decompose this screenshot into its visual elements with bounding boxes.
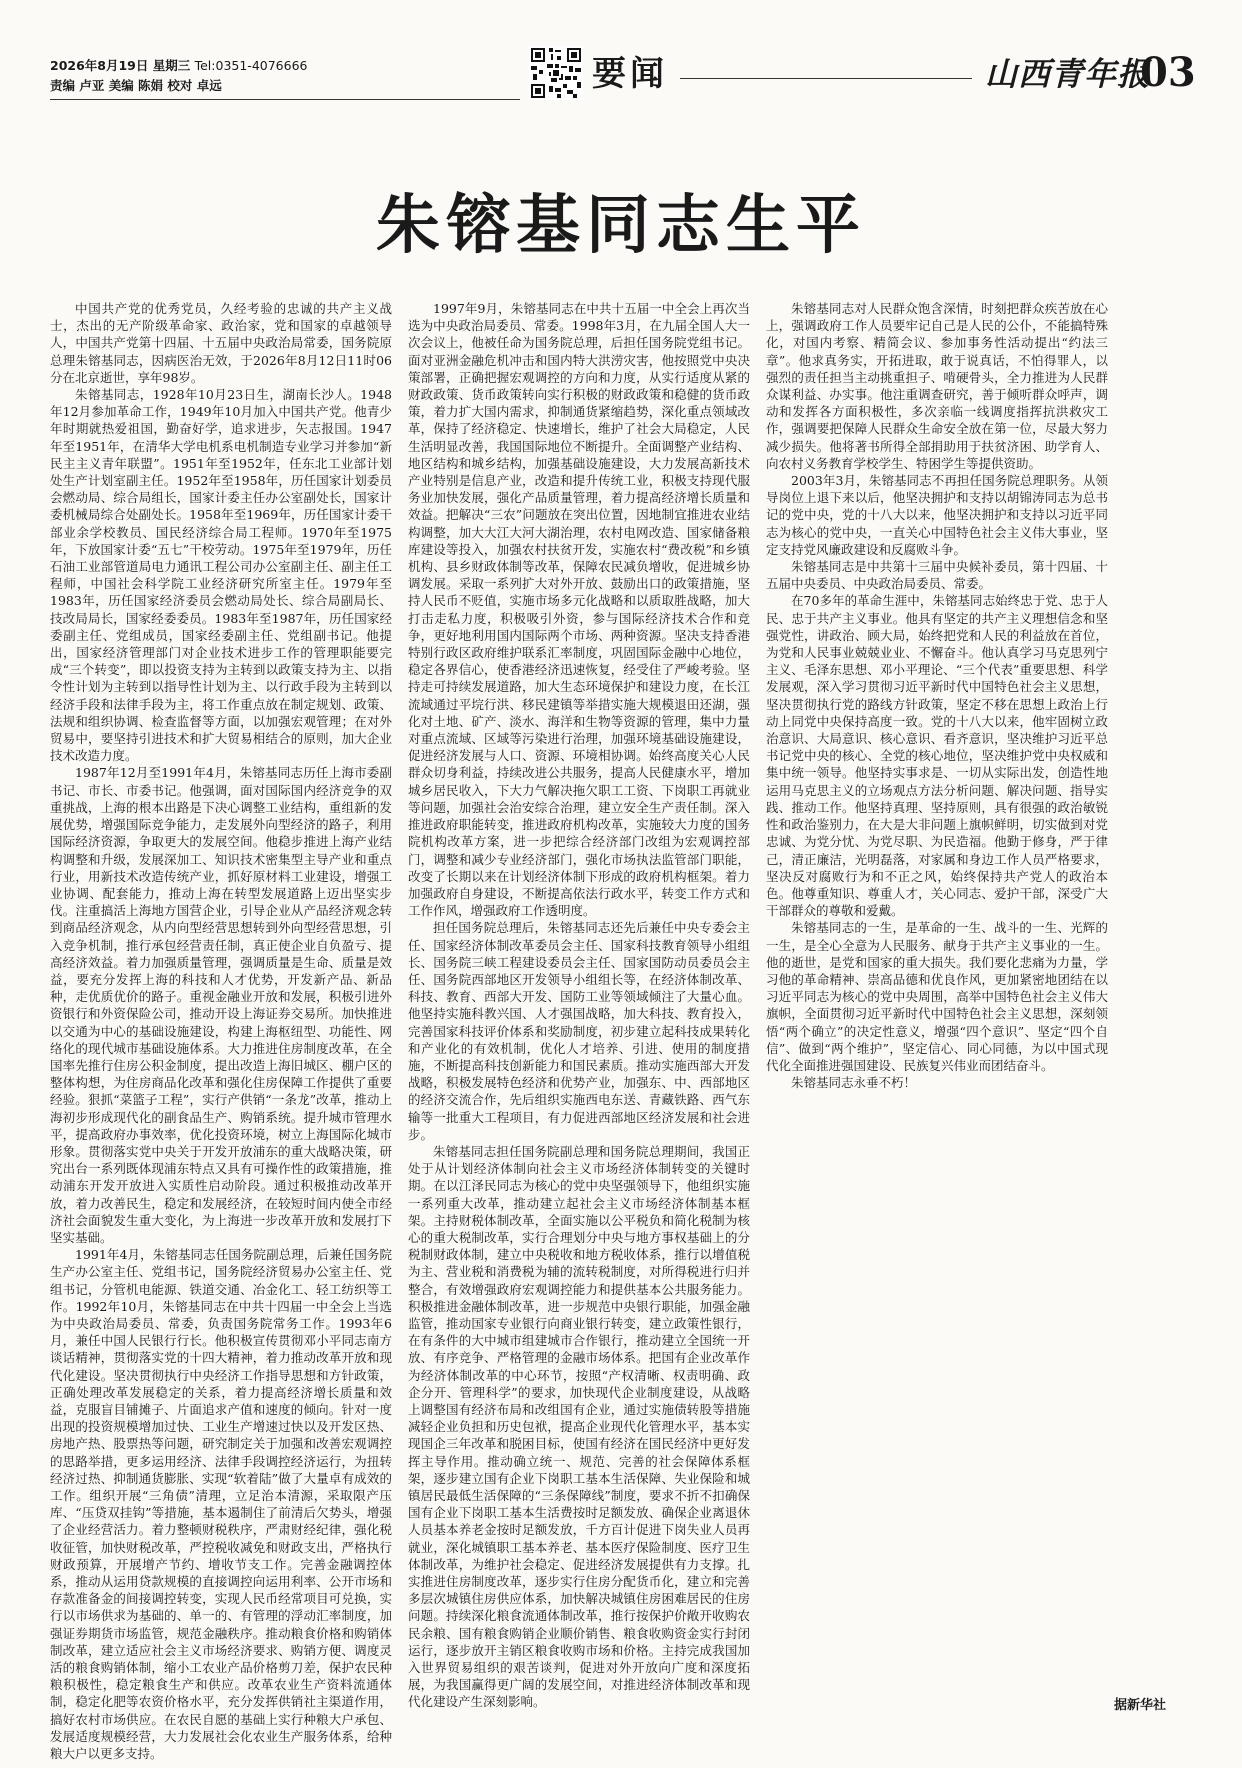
paragraph: 朱镕基同志是中共第十三届中央候补委员，第十四届、十五届中央委员、中央政治局委员、常委。	[766, 559, 1108, 592]
paragraph: 1997年9月，朱镕基同志在中共十五届一中全会上再次当选为中央政治局委员、常委。1998年3月，在九届全国人大一次会议上，他被任命为国务院总理，后担任国务院党组书记。面对亚洲金融危机冲击和国内特大洪涝灾害，他按照党中央决策部署，正确把握宏观调控的方向和力度，从实行适度从紧的财政政策、货币政策转向实行积极的财政政策和稳健的货币政策，着力扩大国内需求，抑制通货紧缩趋势，深化重点领域改革，保持了经济稳定、快速增长，维护了社会大局稳定，人民生活明显改善，我国国际地位不断提升。全面调整产业结构、地区结构和城乡结构，加强基础设施建设，大力发展高新技术产业特别是信息产业，改造和提升传统工业，积极支持现代服务业加快发展，强化产品质量管理，着力提高经济增长质量和效益。把解决“三农”问题放在突出位置，因地制宜推进农业结构调整，加大大江大河大湖治理，农村电网改造、国家储备粮库建设等投入，加强农村扶贫开发，实施农村“费改税”和乡镇机构、县乡财政体制等改革，保障农民减负增收，促进城乡协调发展。采取一系列扩大对外开放、鼓励出口的政策措施，坚持人民币不贬值，实施市场多元化战略和以质取胜战略，加大打击走私力度，积极吸引外资，参与国际经济技术合作和竞争，更好地利用国内国际两个市场、两种资源。坚决支持香港特别行政区政府维护联系汇率制度，巩固国际金融中心地位，稳定各界信心，使香港经济迅速恢复，经受住了严峻考验。坚持走可持续发展道路，加大生态环境保护和建设力度，在长江流域通过平垸行洪、移民建镇等举措实施大规模退田还湖，强化对土地、矿产、淡水、海洋和生物等资源的管理，集中力量对重点流域、区域等污染进行治理，加强环境基础设施建设，促进经济发展与人口、资源、环境相协调。始终高度关心人民群众切身利益，持续改进公共服务，提高人民健康水平，增加城乡居民收入，下大力气解决拖欠职工工资、下岗职工再就业等问题，加强社会治安综合治理，建立安全生产责任制。深入推进政府职能转变，推进政府机构改革，实施较大力度的国务院机构改革方案，进一步把综合经济部门改组为宏观调控部门，调整和减少专业经济部门，强化市场执法监管部门职能，改变了长期以来在计划经济体制下形成的政府机构框架。着力加强政府自身建设，不断提高依法行政水平，转变工作方式和工作作风，增强政府工作透明度。	[408, 301, 750, 919]
paragraph: 在70多年的革命生涯中，朱镕基同志始终忠于党、忠于人民、忠于共产主义事业。他具有坚定的共产主义理想信念和坚强党性，讲政治、顾大局，始终把党和人民的利益放在首位，为党和人民事业兢兢业业、不懈奋斗。他认真学习马克思列宁主义、毛泽东思想、邓小平理论、“三个代表”重要思想、科学发展观，深入学习贯彻习近平新时代中国特色社会主义思想，坚决贯彻执行党的路线方针政策，坚定不移在思想上政治上行动上同党中央保持高度一致。党的十八大以来，他牢固树立政治意识、大局意识、核心意识、看齐意识，坚决维护习近平总书记党中央的核心、全党的核心地位，坚决维护党中央权威和集中统一领导。他坚持实事求是、一切从实际出发，创造性地运用马克思主义的立场观点方法分析问题、解决问题、指导实践、推动工作。他坚持真理、坚持原则，具有很强的政治敏锐性和政治鉴别力，在大是大非问题上旗帜鲜明，切实做到对党忠诚、为党分忧、为党尽职、为民造福。他勤于修身，严于律己，清正廉洁，光明磊落，对家属和身边工作人员严格要求，坚决反对腐败行为和不正之风，始终保持共产党人的政治本色。他尊重知识、尊重人才，关心同志、爱护干部，深受广大干部群众的尊敬和爱戴。	[766, 593, 1108, 919]
paragraph: 朱镕基同志，1928年10月23日生，湖南长沙人。1948年12月参加革命工作，1949年10月加入中国共产党。他青少年时期就热爱祖国，勤奋好学，追求进步，矢志报国。1947年至1951年，在清华大学电机系电机制造专业学习并参加“新民主主义青年联盟”。1951年至1952年，任东北工业部计划处生产计划室副主任。1952年至1958年，历任国家计划委员会燃动局、综合局组长，国家计委主任办公室副处长，国家计委机械局综合处副处长。1958年至1969年，历任国家计委干部业余学校教员、国民经济综合局工程师。1970年至1975年，下放国家计委“五七”干校劳动。1975年至1979年，历任石油工业部管道局电力通讯工程公司办公室副主任、副主任工程师，中国社会科学院工业经济研究所室主任。1979年至1983年，历任国家经济委员会燃动局处长、综合局副局长、技改局局长，国家经委委员。1983年至1987年，历任国家经委副主任、党组成员，国家经委副主任、党组副书记。他提出，国家经济管理部门对企业技术进步工作的管理职能要完成“三个转变”，即以投资支持为主转到以政策支持为主、以指令性计划为主转到以指导性计划为主、以行政手段为主转到以经济手段和法律手段为主，将工作重点放在制定规划、政策、法规和组织协调、检查监督等方面，以加强宏观管理；在对外贸易中，要坚持引进技术和扩大贸易相结合的原则，加大企业技术改造力度。	[50, 387, 392, 764]
paragraph: 1987年12月至1991年4月，朱镕基同志历任上海市委副书记、市长、市委书记。他强调，面对国际国内经济竞争的双重挑战，上海的根本出路是下决心调整工业结构，重组新的发展优势，增强国际竞争能力，走发展外向型经济的路子，利用国际经济资源，争取更大的发展空间。他稳步推进上海产业结构调整和升级，发展深加工、知识技术密集型主导产业和重点行业，用新技术改造传统产业，抓好原材料工业建设，增强工业协调、配套能力，推动上海在转型发展道路上迈出坚实步伐。注重搞活上海地方国营企业，引导企业从产品经济观念转到商品经济观念，从内向型经营思想转到外向型经营思想，引入竞争机制，推行承包经营责任制，真正使企业自负盈亏、提高经济效益。着力加强质量管理，强调质量是生命、质量是效益，要充分发挥上海的科技和人才优势，开发新产品、新品种，走优质优价的路子。重视金融业开放和发展，积极引进外资银行和外资保险公司，推动开设上海证券交易所。加快推进以交通为中心的基础设施建设，构建上海枢纽型、功能性、网络化的现代城市基础设施体系。大力推进住房制度改革，在全国率先推行住房公积金制度，提出改造上海旧城区、棚户区的整体构想，为住房商品化改革和强化住房保障工作提供了重要经验。狠抓“菜篮子工程”，实行产供销“一条龙”改革，推动上海初步形成现代化的副食品生产、购销系统。提升城市管理水平，提高政府办事效率，优化投资环境，树立上海国际化城市形象。贯彻落实党中央关于开发开放浦东的重大战略决策，研究出台一系列既体现浦东特点又具有可操作性的政策措施，推动浦东开发开放进入实质性启动阶段。通过积极推动改革开放，着力改善民生，稳定和发展经济，在较短时间内使全市经济社会面貌发生重大变化，为上海进一步改革开放和发展打下坚实基础。	[50, 765, 392, 1245]
paragraph: 朱镕基同志对人民群众饱含深情，时刻把群众疾苦放在心上，强调政府工作人员要牢记自己是人民的公仆，不能搞特殊化，对国内考察、精简会议、参加事务性活动提出“约法三章”。他求真务实，开拓进取，敢于说真话，不怕得罪人，以强烈的责任担当主动挑重担子、啃硬骨头，全力推进为人民群众谋利益、办实事。他注重调查研究，善于倾听群众呼声，调动和发挥各方面积极性，多次亲临一线调度指挥抗洪救灾工作，强调要把保障人民群众生命安全放在第一位，尽最大努力减少损失。他将著书所得全部捐助用于扶贫济困、助学育人、向农村义务教育学校学生、特困学生等提供资助。	[766, 301, 1108, 471]
qr-code-icon[interactable]	[529, 46, 583, 100]
paragraph: 朱镕基同志的一生，是革命的一生、战斗的一生、光辉的一生，是全心全意为人民服务、献身于共产主义事业的一生。他的逝世，是党和国家的重大损失。我们要化悲痛为力量，学习他的革命精神、崇高品德和优良作风，更加紧密地团结在以习近平同志为核心的党中央周围，高举中国特色社会主义伟大旗帜，全面贯彻习近平新时代中国特色社会主义思想，深刻领悟“两个确立”的决定性意义，增强“四个意识”、坚定“四个自信”、做到“两个维护”，坚定信心、同心同德，为以中国式现代化全面推进强国建设、民族复兴伟业而团结奋斗。	[766, 920, 1108, 1073]
section-name: 要闻	[592, 54, 668, 94]
closing-line: 朱镕基同志永垂不朽！	[791, 1075, 917, 1091]
article-column-2	[408, 300, 750, 1710]
newspaper-logo: 山西青年报	[985, 55, 1151, 93]
paragraph: 2003年3月，朱镕基同志不再担任国务院总理职务。从领导岗位上退下来以后，他坚决拥护和支持以胡锦涛同志为总书记的党中央，党的十八大以来，他坚决拥护和支持以习近平同志为核心的党中央，一直关心中国特色社会主义伟大事业，坚定支持党风廉政建设和反腐败斗争。	[766, 473, 1108, 557]
date-line	[50, 56, 308, 76]
article-column-3	[766, 300, 1108, 1685]
header-rule-left	[50, 99, 520, 100]
paragraph: 1991年4月，朱镕基同志任国务院副总理，后兼任国务院生产办公室主任、党组书记，国务院经济贸易办公室主任、党组书记，分管机电能源、铁道交通、冶金化工、轻工纺织等工作。1992年10月，朱镕基同志在中共十四届一中全会上当选为中央政治局委员、常委，负责国务院常务工作。1993年6月，兼任中国人民银行行长。他积极宣传贯彻邓小平同志南方谈话精神，贯彻落实党的十四大精神，着力推动改革开放和现代化建设。坚决贯彻执行中央经济工作指导思想和方针政策，正确处理改革发展稳定的关系，着力提高经济增长质量和效益，克服盲目铺摊子、片面追求产值和速度的倾向。针对一度出现的投资规模增加过快、工业生产增速过快以及开发区热、房地产热、股票热等问题，研究制定关于加强和改善宏观调控的思路举措，更多运用经济、法律手段调控经济运行，为扭转经济过热、抑制通货膨胀、实现“软着陆”做了大量卓有成效的工作。组织开展“三角债”清理，立足治本清源，采取限产压库、“压贷双挂钩”等措施，基本遏制住了前清后欠势头，增强了企业经营活力。着力整顿财税秩序，严肃财经纪律，强化税收征管，加快财税改革，严控税收减免和财政支出，严格执行财政预算，开展增产节约、增收节支工作。完善金融调控体系，推动从运用贷款规模的直接调控向运用利率、公开市场和存款准备金的间接调控转变，实现人民币经常项目可兑换，实行以市场供求为基础的、单一的、有管理的浮动汇率制度，加强证券期货市场监管，规范金融秩序。推动粮食价格和购销体制改革，建立适应社会主义市场经济要求、购销方便、调度灵活的粮食购销体制，缩小工农业产品价格剪刀差，保护农民种粮积极性，稳定粮食生产和供应。改革农业生产资料流通体制，稳定化肥等农资价格水平，充分发挥供销社主渠道作用，搞好农村市场供应。在农民自愿的基础上实行种粮大户承包、发展适度规模经营，大力发展社会化农业生产服务体系，给种粮大户以更多支持。	[50, 1247, 392, 1762]
paragraph: 担任国务院总理后，朱镕基同志还先后兼任中央专委会主任、国家经济体制改革委员会主任、国家科技教育领导小组组长、国务院三峡工程建设委员会主任、国家国防动员委员会主任、国务院西部地区开发领导小组组长等，在经济体制改革、科技、教育、西部大开发、国防工业等领域倾注了大量心血。他坚持实施科教兴国、人才强国战略，加大科技、教育投入，完善国家科技评价体系和奖励制度，初步建立起科技成果转化和产业化的有效机制，优化人才培养、引进、使用的制度措施，不断提高科技创新能力和国民素质。推动实施西部大开发战略，积极发展特色经济和优势产业，加强东、中、西部地区的经济交流合作，先后组织实施西电东送、青藏铁路、西气东输等一批重大工程项目，有力促进西部地区经济发展和社会进步。	[408, 920, 750, 1142]
article-column-1	[50, 300, 392, 1762]
header-rule-middle	[680, 78, 972, 79]
page-number: 03	[1140, 49, 1196, 96]
issue-date: 2026年8月19日 星期三	[50, 58, 191, 73]
editor-credits: 责编 卢亚 美编 陈娟 校对 卓远	[50, 78, 222, 93]
paragraph: 中国共产党的优秀党员，久经考验的忠诚的共产主义战士，杰出的无产阶级革命家、政治家，党和国家的卓越领导人，中国共产党第十四届、十五届中央政治局常委，国务院原总理朱镕基同志，因病医治无效，于2026年8月12日11时06分在北京逝世，享年98岁。	[50, 301, 392, 385]
article-title: 朱镕基同志生平	[376, 189, 866, 263]
paragraph: 朱镕基同志担任国务院副总理和国务院总理期间，我国正处于从计划经济体制向社会主义市场经济体制转变的关键时期。在以江泽民同志为核心的党中央坚强领导下，他组织实施一系列重大改革，推动建立起社会主义市场经济体制基本框架。主持财税体制改革，全面实施以公平税负和简化税制为核心的重大税制改革，实行合理划分中央与地方事权基础上的分税制财政体制，建立中央税收和地方税收体系，推行以增值税为主、营业税和消费税为辅的流转税制度，对所得税进行归并整合，有效增强政府宏观调控能力和提供基本公共服务能力。积极推进金融体制改革，进一步规范中央银行职能，加强金融监管，推动国家专业银行向商业银行转变，建立政策性银行，在有条件的大中城市组建城市合作银行，推动建立全国统一开放、有序竞争、严格管理的金融市场体系。把国有企业改革作为经济体制改革的中心环节，按照“产权清晰、权责明确、政企分开、管理科学”的要求，加快现代企业制度建设，从战略上调整国有经济布局和改组国有企业，通过实施债转股等措施减轻企业负担和历史包袱，提高企业现代化管理水平，基本实现国企三年改革和脱困目标，使国有经济在国民经济中更好发挥主导作用。推动确立统一、规范、完善的社会保障体系框架，逐步建立国有企业下岗职工基本生活保障、失业保险和城镇居民最低生活保障的“三条保障线”制度，要求不折不扣确保国有企业下岗职工基本生活费按时足额发放、确保企业离退休人员基本养老金按时足额发放，千方百计促进下岗失业人员再就业，深化城镇职工基本养老、基本医疗保险制度、医疗卫生体制改革，为维护社会稳定、促进经济发展提供有力支撑。扎实推进住房制度改革，逐步实行住房分配货币化，建立和完善多层次城镇住房供应体系，加快解决城镇住房困难居民的住房问题。持续深化粮食流通体制改革，推行按保护价敞开收购农民余粮、国有粮食购销企业顺价销售、粮食收购资金实行封闭运行，逐步放开主销区粮食收购市场和价格。主持完成我国加入世界贸易组织的艰苦谈判，促进对外开放向广度和深度拓展，为我国赢得更广阔的发展空间，对推进经济体制改革和现代化建设产生深刻影响。	[408, 1143, 750, 1710]
article-source: 据新华社	[1114, 1698, 1167, 1713]
telephone: Tel:0351-4076666	[194, 58, 308, 73]
page-header-info	[50, 56, 308, 96]
